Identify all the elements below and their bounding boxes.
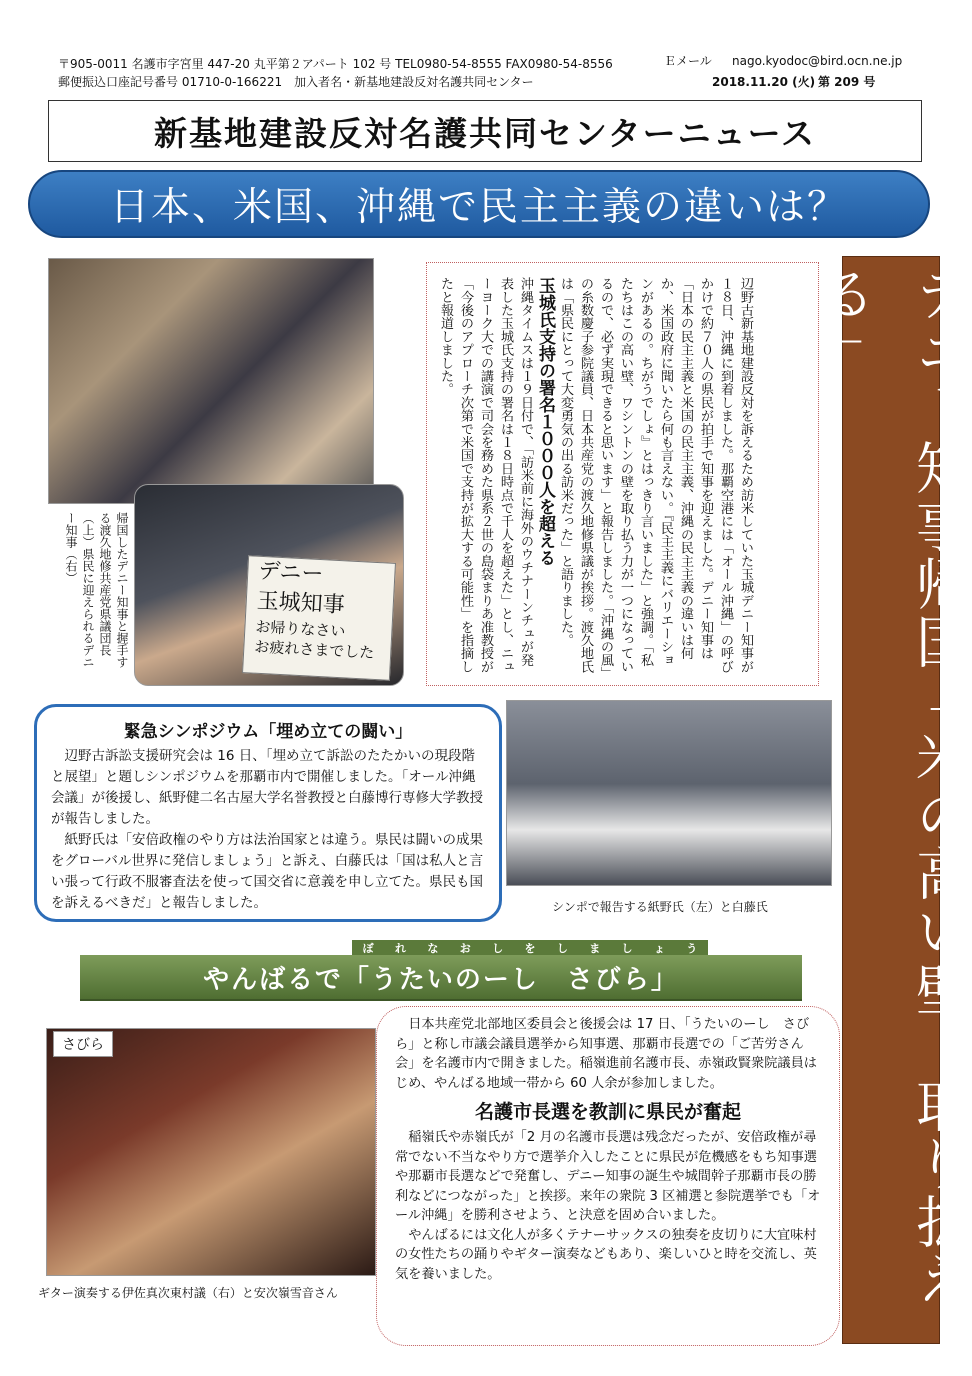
article-yanbaru xyxy=(376,1006,840,1346)
ruby-reading xyxy=(352,940,708,956)
article-yanbaru-heading: 名護市長選を教訓に県民が奮起 xyxy=(474,1101,741,1123)
article-denny-p2: 沖縄タイムスは１９日付で、「訪米前に海外のウチナーンチュが発表した玉城氏支持の署名は１８日時点で千人を超えた」とし、ニューヨーク大での講演で司会を務めた県系２世の島袋まりあ准教授が「今後のアプローチ次第で米国で支持が拡大する可能性」を指摘したと報道しました。 xyxy=(438,277,533,673)
article-denny-p1: 辺野古新基地建設反対を訴えるため訪米していた玉城デニー知事が１８日、沖縄に到着しました。那覇空港には「オール沖縄」の呼びかけで約７０人の県民が拍手で知事を迎えました。デニー知事は「日本の民主主義と米国の民主主義、沖縄の民主主義の違いは何か、米国政府に聞いたら何も言えない。『民主主義にバリエーションがあるの。ちがうでしょ』とはっきり言いました」と強調。「私たちはこの高い壁、ワシントンの壁を取り払う力が一つになっているので、必ず実現できると思います」と報告しました。「沖縄の風」の糸数慶子参院議員、日本共産党の渡久地修県議が挨拶。渡久地氏は「県民にとって大変勇気の出る訪米だった」と語りました。 xyxy=(558,277,753,673)
symposium-title: 緊急シンポジウム「埋め立ての闘い」 xyxy=(123,722,413,742)
ruby-char: ま xyxy=(589,942,601,955)
symposium-box xyxy=(34,704,502,922)
article-denny-subheading: 玉城氏支持の署名１０００人を超える xyxy=(535,277,555,566)
address-line: 〒905-0011 名護市字宮里 447-20 丸平第２アパート 102 号 TEL0980-54-8555 FAX0980-54-8556 xyxy=(58,57,613,71)
ruby-char: う xyxy=(686,942,698,955)
photo-guitar-performance xyxy=(46,1028,376,1276)
email-label: Ｅメール xyxy=(664,54,712,68)
email-link[interactable]: nago.kyodoc@bird.ocn.ne.jp xyxy=(732,54,903,68)
sign-line-3: お帰りなさい xyxy=(254,617,346,641)
ruby-char: し xyxy=(556,942,568,955)
photo-guitar-label: さびら xyxy=(53,1031,113,1057)
sign-line-4: お疲れさまでした xyxy=(253,637,375,662)
photo-symposium-caption: シンポで報告する紙野氏（左）と白藤氏 xyxy=(552,900,768,914)
welcome-sign xyxy=(242,555,396,681)
yanbaru-title: やんばるで「うたいのーし さびら」 xyxy=(203,964,679,995)
postal-line: 郵便振込口座記号番号 01710-0-166221 加入者名・新基地建設反対名護共同センター xyxy=(58,75,534,89)
ruby-char: し xyxy=(492,942,504,955)
yanbaru-banner xyxy=(80,955,802,1001)
headline-text: 日本、米国、沖縄で民主主義の違いは？ xyxy=(109,185,848,230)
article-denny-return xyxy=(426,262,819,686)
masthead-box xyxy=(48,100,922,162)
photo-symposium xyxy=(506,700,832,886)
ruby-char: れ xyxy=(395,942,407,955)
ruby-char: お xyxy=(459,942,471,955)
headline-banner xyxy=(28,170,930,238)
ruby-char: を xyxy=(524,942,536,955)
article-yanbaru-p1: 日本共産党北部地区委員会と後援会は 17 日、「うたいのーし さびら」と称し市議会議員選挙から知事選、那覇市長選での「ご苦労さん会」を名護市内で開きました。稲嶺進前名護市長、赤嶺政賢衆院議員はじめ、やんばる地域一帯から 60 人余が参加しました。 xyxy=(395,1017,817,1091)
sign-line-2: 玉城知事 xyxy=(256,588,346,619)
ruby-char: し xyxy=(621,942,633,955)
symposium-p2: 紙野氏は「安倍政権のやり方は法治国家とは違う。県民は闘いの成果をグローバル世界に発信しましょう」と訴え、白藤氏は「国は私人と言い張って行政不服審査法を使って国交省に意義を申し立てた。県民も国を訴えるべきだ」と報告しました。 xyxy=(51,832,484,911)
article-denny-body xyxy=(435,277,755,677)
sign-line-1: デニー xyxy=(257,558,325,588)
photo-guitar-caption: ギター演奏する伊佐真次東村議（右）と安次嶺雪音さん xyxy=(38,1286,338,1300)
issue-number: 第 209 号 xyxy=(818,75,876,89)
article-yanbaru-p2: 稲嶺氏や赤嶺氏が「2 月の名護市長選は残念だったが、安倍政権が尋常でない不当なやり方で選挙介入したことに県民が危機感をもち知事選や那覇市長選などで発奮し、デニー知事の誕生や城間幹子那覇市長の勝利などにつながった」と挨拶。来年の衆院 3 区補選と参院選挙でも「オール沖縄」を勝利させよう、と決意を固め合いました。 xyxy=(395,1130,821,1223)
side-headline-text: デニー知事帰国「米の高い壁、取り払える」 xyxy=(811,265,972,1309)
side-headline-banner xyxy=(811,256,972,1344)
photo-handshake xyxy=(48,258,374,504)
symposium-p1: 辺野古訴訟支援研究会は 16 日、「埋め立て訴訟のたたかいの現段階と展望」と題しシンポジウムを那覇市内で開催しました。「オール沖縄会議」が後援し、紙野健二名古屋大学名誉教授と白藤博行専修大学教授が報告しました。 xyxy=(51,748,483,827)
photo-caption-left: 帰国したデニー知事と握手する渡久地修共産党県議団長（上）県民に迎えられるデニー知事（右） xyxy=(64,512,129,668)
ruby-char: な xyxy=(427,942,439,955)
issue-date: 2018.11.20 (火) xyxy=(712,75,816,89)
ruby-char: ぼ xyxy=(362,942,374,955)
masthead-title: 新基地建設反対名護共同センターニュース xyxy=(153,113,817,153)
photo-welcome-crowd xyxy=(134,484,404,686)
article-yanbaru-p3: やんばるには文化人が多くテナーサックスの独奏を皮切りに大宜味村の女性たちの踊りやギター演奏などもあり、楽しいひと時を交流し、英気を養いました。 xyxy=(395,1227,817,1282)
ruby-char: ょ xyxy=(653,942,665,955)
